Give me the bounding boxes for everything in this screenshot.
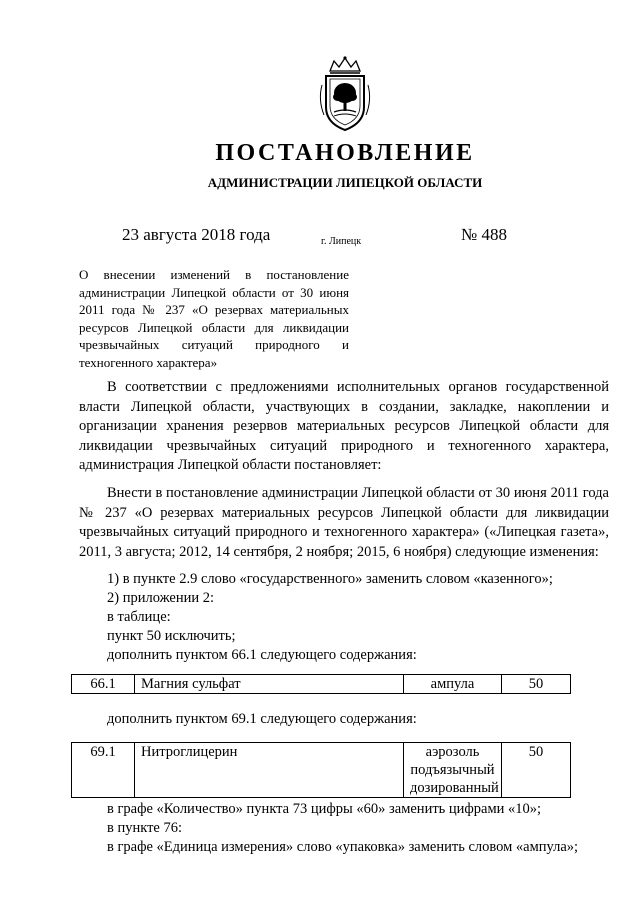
item-76: в пункте 76: — [107, 820, 183, 836]
item-2: 2) приложении 2: — [107, 590, 215, 606]
item-add-66-1: дополнить пунктом 66.1 следующего содержания: — [107, 647, 417, 663]
item-1: 1) в пункте 2.9 слово «государственного» заменить словом «казенного»; — [107, 571, 553, 587]
main-paragraph: Внести в постановление администрации Липецкой области от 30 июня 2011 года № 237 «О резервах материальных ресурсов Липецкой области для ликвидации чрезвычайных ситуаций природного и техногенного характера» («Липецкая газета», 2011, 3 августа; 2012, 14 сентября, 2 ноября; 2015, 6 ноября) следующие изменения: — [79, 485, 609, 560]
table-item-69-1 — [71, 742, 571, 798]
table-row — [72, 743, 571, 798]
cell-number: 69.1 — [72, 743, 135, 798]
document-subtitle: АДМИНИСТРАЦИИ ЛИПЕЦКОЙ ОБЛАСТИ — [207, 175, 483, 190]
cell-quantity: 50 — [502, 675, 571, 694]
preamble-paragraph: В соответствии с предложениями исполнительных органов государственной власти Липецкой области, участвующих в создании, закладке, накоплении и организации хранения резервов материальных ресурсов Липецкой области для ликвидации чрезвычайных ситуаций природного и техногенного характера, администрация Липецкой области постановляет: — [79, 379, 609, 473]
cell-unit: аэрозоль подъязычный дозированный — [404, 743, 502, 798]
item-remove-50: пункт 50 исключить; — [107, 628, 236, 644]
cell-name: Магния сульфат — [135, 675, 404, 694]
coat-of-arms-icon — [314, 55, 376, 133]
cell-number: 66.1 — [72, 675, 135, 694]
document-subject: О внесении изменений в постановление администрации Липецкой области от 30 июня 2011 года № 237 «О резервах материальных ресурсов Липецкой области для ликвидации чрезвычайных ситуаций природного и техногенного характера» — [79, 267, 349, 370]
document-city: г. Липецк — [321, 236, 362, 247]
item-73: в графе «Количество» пункта 73 цифры «60» заменить цифрами «10»; — [107, 801, 542, 817]
cell-unit: ампула — [404, 675, 502, 694]
document-title: ПОСТАНОВЛЕНИЕ — [215, 140, 475, 166]
document-number: № 488 — [461, 225, 507, 244]
document-date: 23 августа 2018 года — [122, 225, 271, 244]
cell-quantity: 50 — [502, 743, 571, 798]
item-table-note: в таблице: — [107, 609, 171, 625]
item-add-69-1: дополнить пунктом 69.1 следующего содержания: — [107, 711, 417, 727]
table-row — [72, 675, 571, 694]
item-76-unit: в графе «Единица измерения» слово «упаковка» заменить словом «ампула»; — [107, 839, 579, 855]
cell-name: Нитроглицерин — [135, 743, 404, 798]
table-item-66-1 — [71, 674, 571, 694]
